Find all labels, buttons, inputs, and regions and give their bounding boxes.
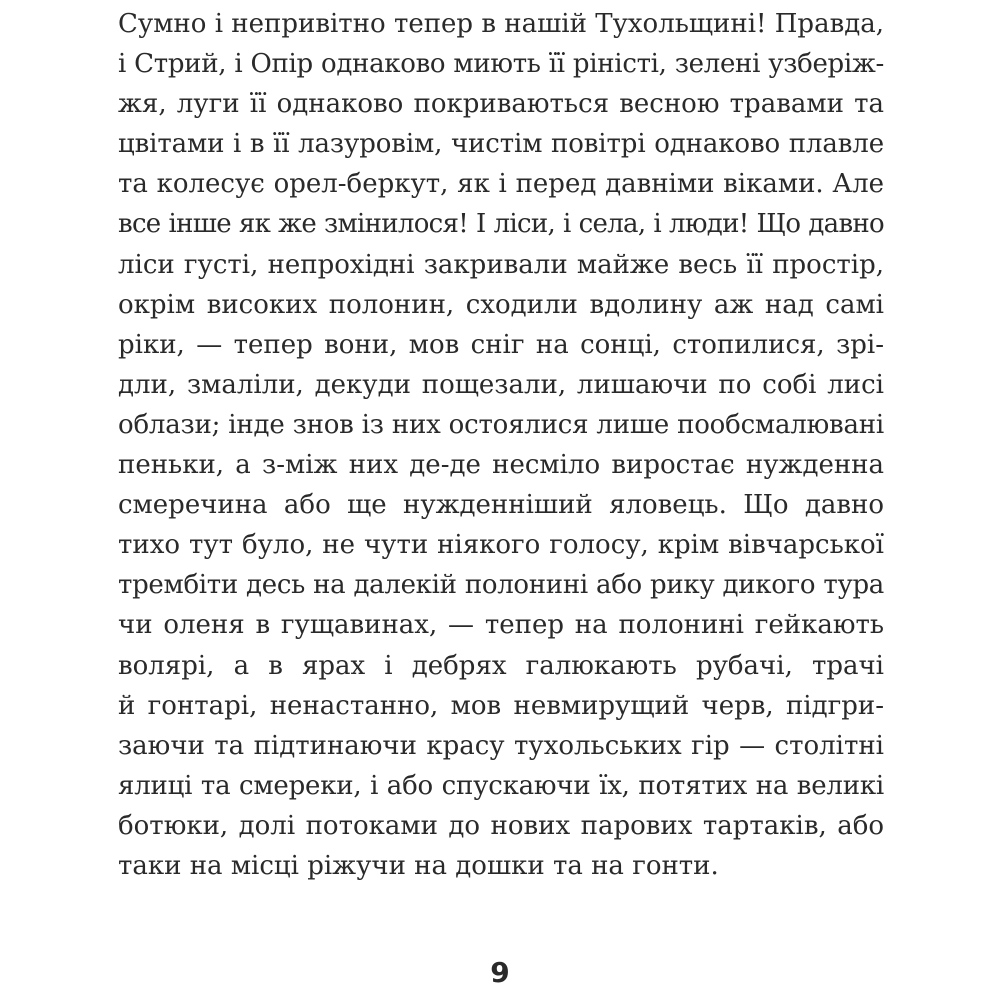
text-line: ялиці та смереки, і або спускаючи їх, потятих на великі (118, 770, 884, 801)
text-line: смеречина або ще нужденніший яловець. Що давно (118, 490, 884, 521)
text-line: й гонтарі, ненастанно, мов невмирущий черв, підгри- (118, 690, 884, 721)
text-line: тихо тут було, не чути ніякого голосу, крім вівчарської (118, 530, 884, 561)
text-line: волярі, а в ярах і дебрях галюкають рубачі, трачі (118, 650, 884, 681)
text-line: чи оленя в гущавинах, — тепер на полонині гейкають (118, 610, 884, 641)
text-line: ботюки, долі потоками до нових парових тартаків, або (118, 810, 884, 841)
text-line: все інше як же змінилося! І ліси, і села, і люди! Що давно (118, 209, 884, 240)
text-line: і Стрий, і Опір однаково миють її ріністі, зелені узберіж- (118, 49, 884, 80)
page-number: 9 (490, 956, 510, 989)
text-line: дли, змаліли, декуди пощезали, лишаючи по собі лисі (118, 369, 884, 400)
text-line: та колесує орел-беркут, як і перед давніми віками. Але (118, 169, 884, 200)
text-line: ліси густі, непрохідні закривали майже весь її простір, (118, 249, 884, 280)
text-line: Сумно і непривітно тепер в нашій Тухольщині! Правда, (118, 9, 884, 39)
body-paragraph (118, 4, 884, 886)
text-line: трембіти десь на далекій полонині або рику дикого тура (118, 570, 884, 601)
text-line-last: таки на місці ріжучи на дошки та на гонти. (118, 850, 719, 881)
text-line: окрім високих полонин, сходили вдолину аж над самі (118, 289, 884, 320)
text-line: заючи та підтинаючи красу тухольських гір — столітні (118, 730, 884, 761)
text-line: облази; інде знов із них остоялися лише пообсмалювані (118, 409, 884, 440)
text-line: пеньки, а з-між них де-де несміло виростає нужденна (118, 450, 884, 481)
text-line: жя, луги її однаково покриваються весною травами та (118, 89, 884, 120)
text-line: ріки, — тепер вони, мов сніг на сонці, стопилися, зрі- (118, 329, 884, 360)
text-line: цвітами і в її лазуровім, чистім повітрі однаково плавле (118, 129, 884, 160)
